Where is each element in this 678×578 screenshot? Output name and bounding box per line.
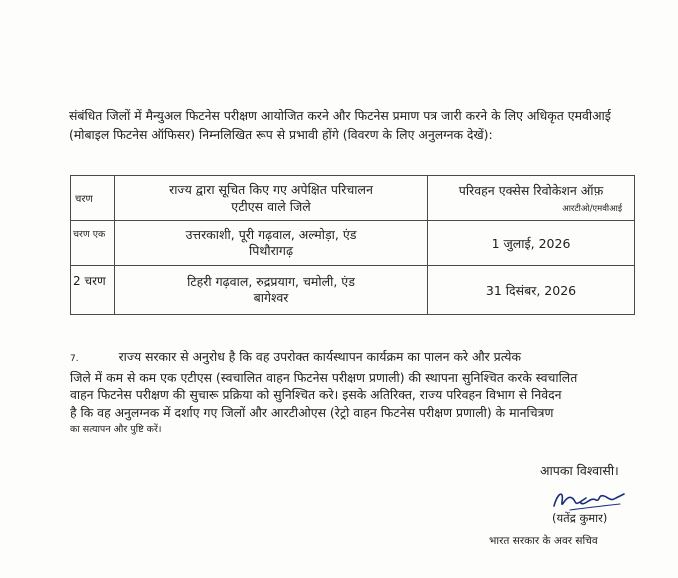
row2-districts-line1: टिहरी गढ़वाल, रुद्रप्रयाग, चमोली, एंड	[187, 274, 355, 289]
row1-districts-line2: पिथौरागढ़	[249, 243, 293, 258]
intro-line-2: (मोबाइल फिटनेस ऑफिसर) निम्नलिखित रूप से प्रभावी होंगे (विवरण के लिए अनुलग्नक देखें):	[69, 127, 493, 142]
intro-line-1: संबंधित जिलों में मैन्युअल फिटनेस परीक्षण आयोजित करने और फिटनेस प्रमाण पत्र जारी करने के लिए अधिकृत एमवीआई	[69, 108, 611, 123]
header-districts	[115, 176, 428, 221]
row2-districts-line2: बागेश्वर	[253, 290, 289, 305]
intro-paragraph	[69, 106, 659, 144]
row2-stage: 2 चरण	[71, 266, 115, 315]
para7-line-2: जिले में कम से कम एक एटीएस (स्वचालित वाहन फिटनेस परीक्षण प्रणाली) की स्थापना सुनिश्चित करके स्वचालित	[70, 369, 578, 385]
para7-line-4: है कि वह अनुलग्नक में दर्शाए गए जिलों और आरटीओएस (रेट्रो वाहन फिटनेस परीक्षण प्रणाली) के मानचित्रण	[70, 404, 554, 420]
annexure-table	[70, 175, 635, 315]
para7-line-3: वाहन फिटनेस परीक्षण की सुचारू प्रक्रिया को सुनिश्चित करे। इसके अतिरिक्त, राज्य परिवहन विभाग से निवेदन	[70, 387, 562, 402]
para7-line-1	[70, 348, 650, 369]
para7-line-5: का सत्यापन और पुष्टि करें।	[70, 424, 162, 435]
row1-districts	[115, 221, 428, 266]
row2-date: 31 दिसंबर, 2026	[428, 266, 635, 315]
signatory-name: (यतेंद्र कुमार)	[552, 511, 608, 525]
header-revocation-sub: आरटीओ/एमवीआई	[562, 204, 622, 214]
header-districts-line2: एटीएस वाले जिले	[231, 199, 311, 214]
header-revocation	[428, 176, 635, 221]
header-districts-line1: राज्य द्वारा सूचित किए गए अपेक्षित परिचालन	[169, 182, 373, 197]
row1-districts-line1: उत्तरकाशी, पूरी गढ़वाल, अल्मोड़ा, एंड	[185, 227, 357, 242]
signatory-designation: भारत सरकार के अवर सचिव	[489, 535, 598, 547]
para7-line-1-text: राज्य सरकार से अनुरोध है कि वह उपरोक्त कार्यस्थापन कार्यक्रम का पालन करे और प्रत्येक	[118, 349, 522, 364]
row2-districts	[115, 266, 428, 315]
closing-salutation: आपका विश्वासी।	[540, 463, 619, 478]
row1-date: 1 जुलाई, 2026	[428, 221, 635, 266]
table-header-row	[71, 176, 635, 221]
row1-stage: चरण एक	[71, 221, 115, 266]
table-row	[71, 266, 635, 315]
para7-number: 7.	[70, 354, 79, 364]
header-stage: चरण	[71, 176, 115, 221]
table-row	[71, 221, 635, 266]
paragraph-7	[70, 348, 650, 439]
header-revocation-label: परिवहन एक्सेस रिवोकेशन ऑफ़	[458, 183, 604, 198]
